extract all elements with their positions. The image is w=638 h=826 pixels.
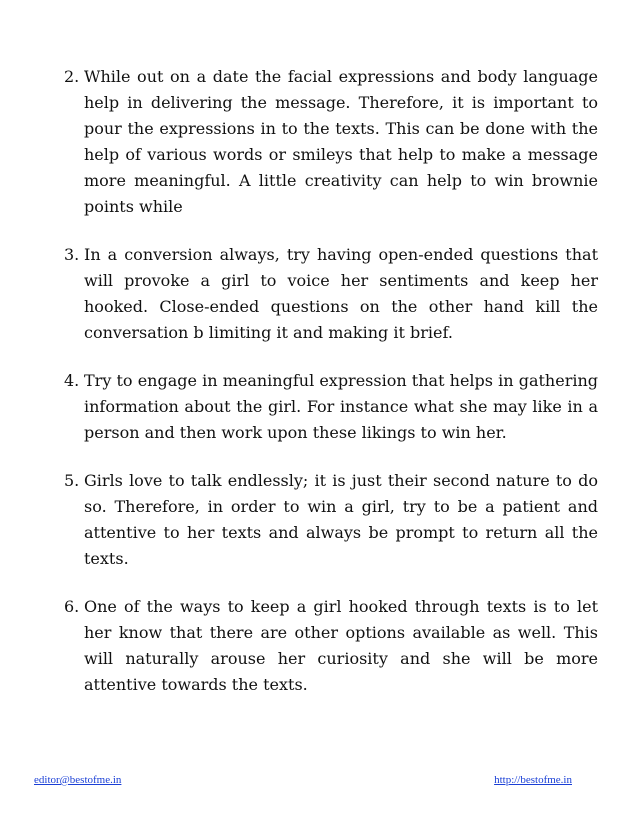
list-item-number: 2. bbox=[64, 67, 80, 86]
list-item-text: While out on a date the facial expressions and body language help in delivering the message. Therefore, it is important to pour the expressions in to the texts. This can be done with the help of various words or smileys that help to make a message more meaningful. A little creativity can help to win brownie points while bbox=[84, 67, 598, 216]
footer-email-link[interactable]: editor@bestofme.in bbox=[34, 774, 122, 786]
list-item bbox=[64, 468, 598, 572]
numbered-list bbox=[64, 64, 598, 720]
list-item-number: 4. bbox=[64, 371, 80, 390]
list-item-text: One of the ways to keep a girl hooked through texts is to let her know that there are other options available as well. This will naturally arouse her curiosity and she will be more attentive towards the texts. bbox=[84, 597, 598, 694]
footer-website-link[interactable]: http://bestofme.in bbox=[494, 774, 572, 786]
list-item-number: 3. bbox=[64, 245, 80, 264]
list-item-text: In a conversion always, try having open-ended questions that will provoke a girl to voice her sentiments and keep her hooked. Close-ended questions on the other hand kill the conversation b limiting it and making it brief. bbox=[84, 245, 598, 342]
list-item bbox=[64, 368, 598, 446]
list-item bbox=[64, 242, 598, 346]
list-item bbox=[64, 64, 598, 220]
page-footer bbox=[34, 774, 572, 786]
list-item-number: 5. bbox=[64, 471, 80, 490]
list-item-number: 6. bbox=[64, 597, 80, 616]
list-item-text: Girls love to talk endlessly; it is just their second nature to do so. Therefore, in order to win a girl, try to be a patient and attentive to her texts and always be prompt to return all the texts. bbox=[84, 471, 598, 568]
list-item bbox=[64, 594, 598, 698]
list-item-text: Try to engage in meaningful expression that helps in gathering information about the girl. For instance what she may like in a person and then work upon these likings to win her. bbox=[84, 371, 598, 442]
